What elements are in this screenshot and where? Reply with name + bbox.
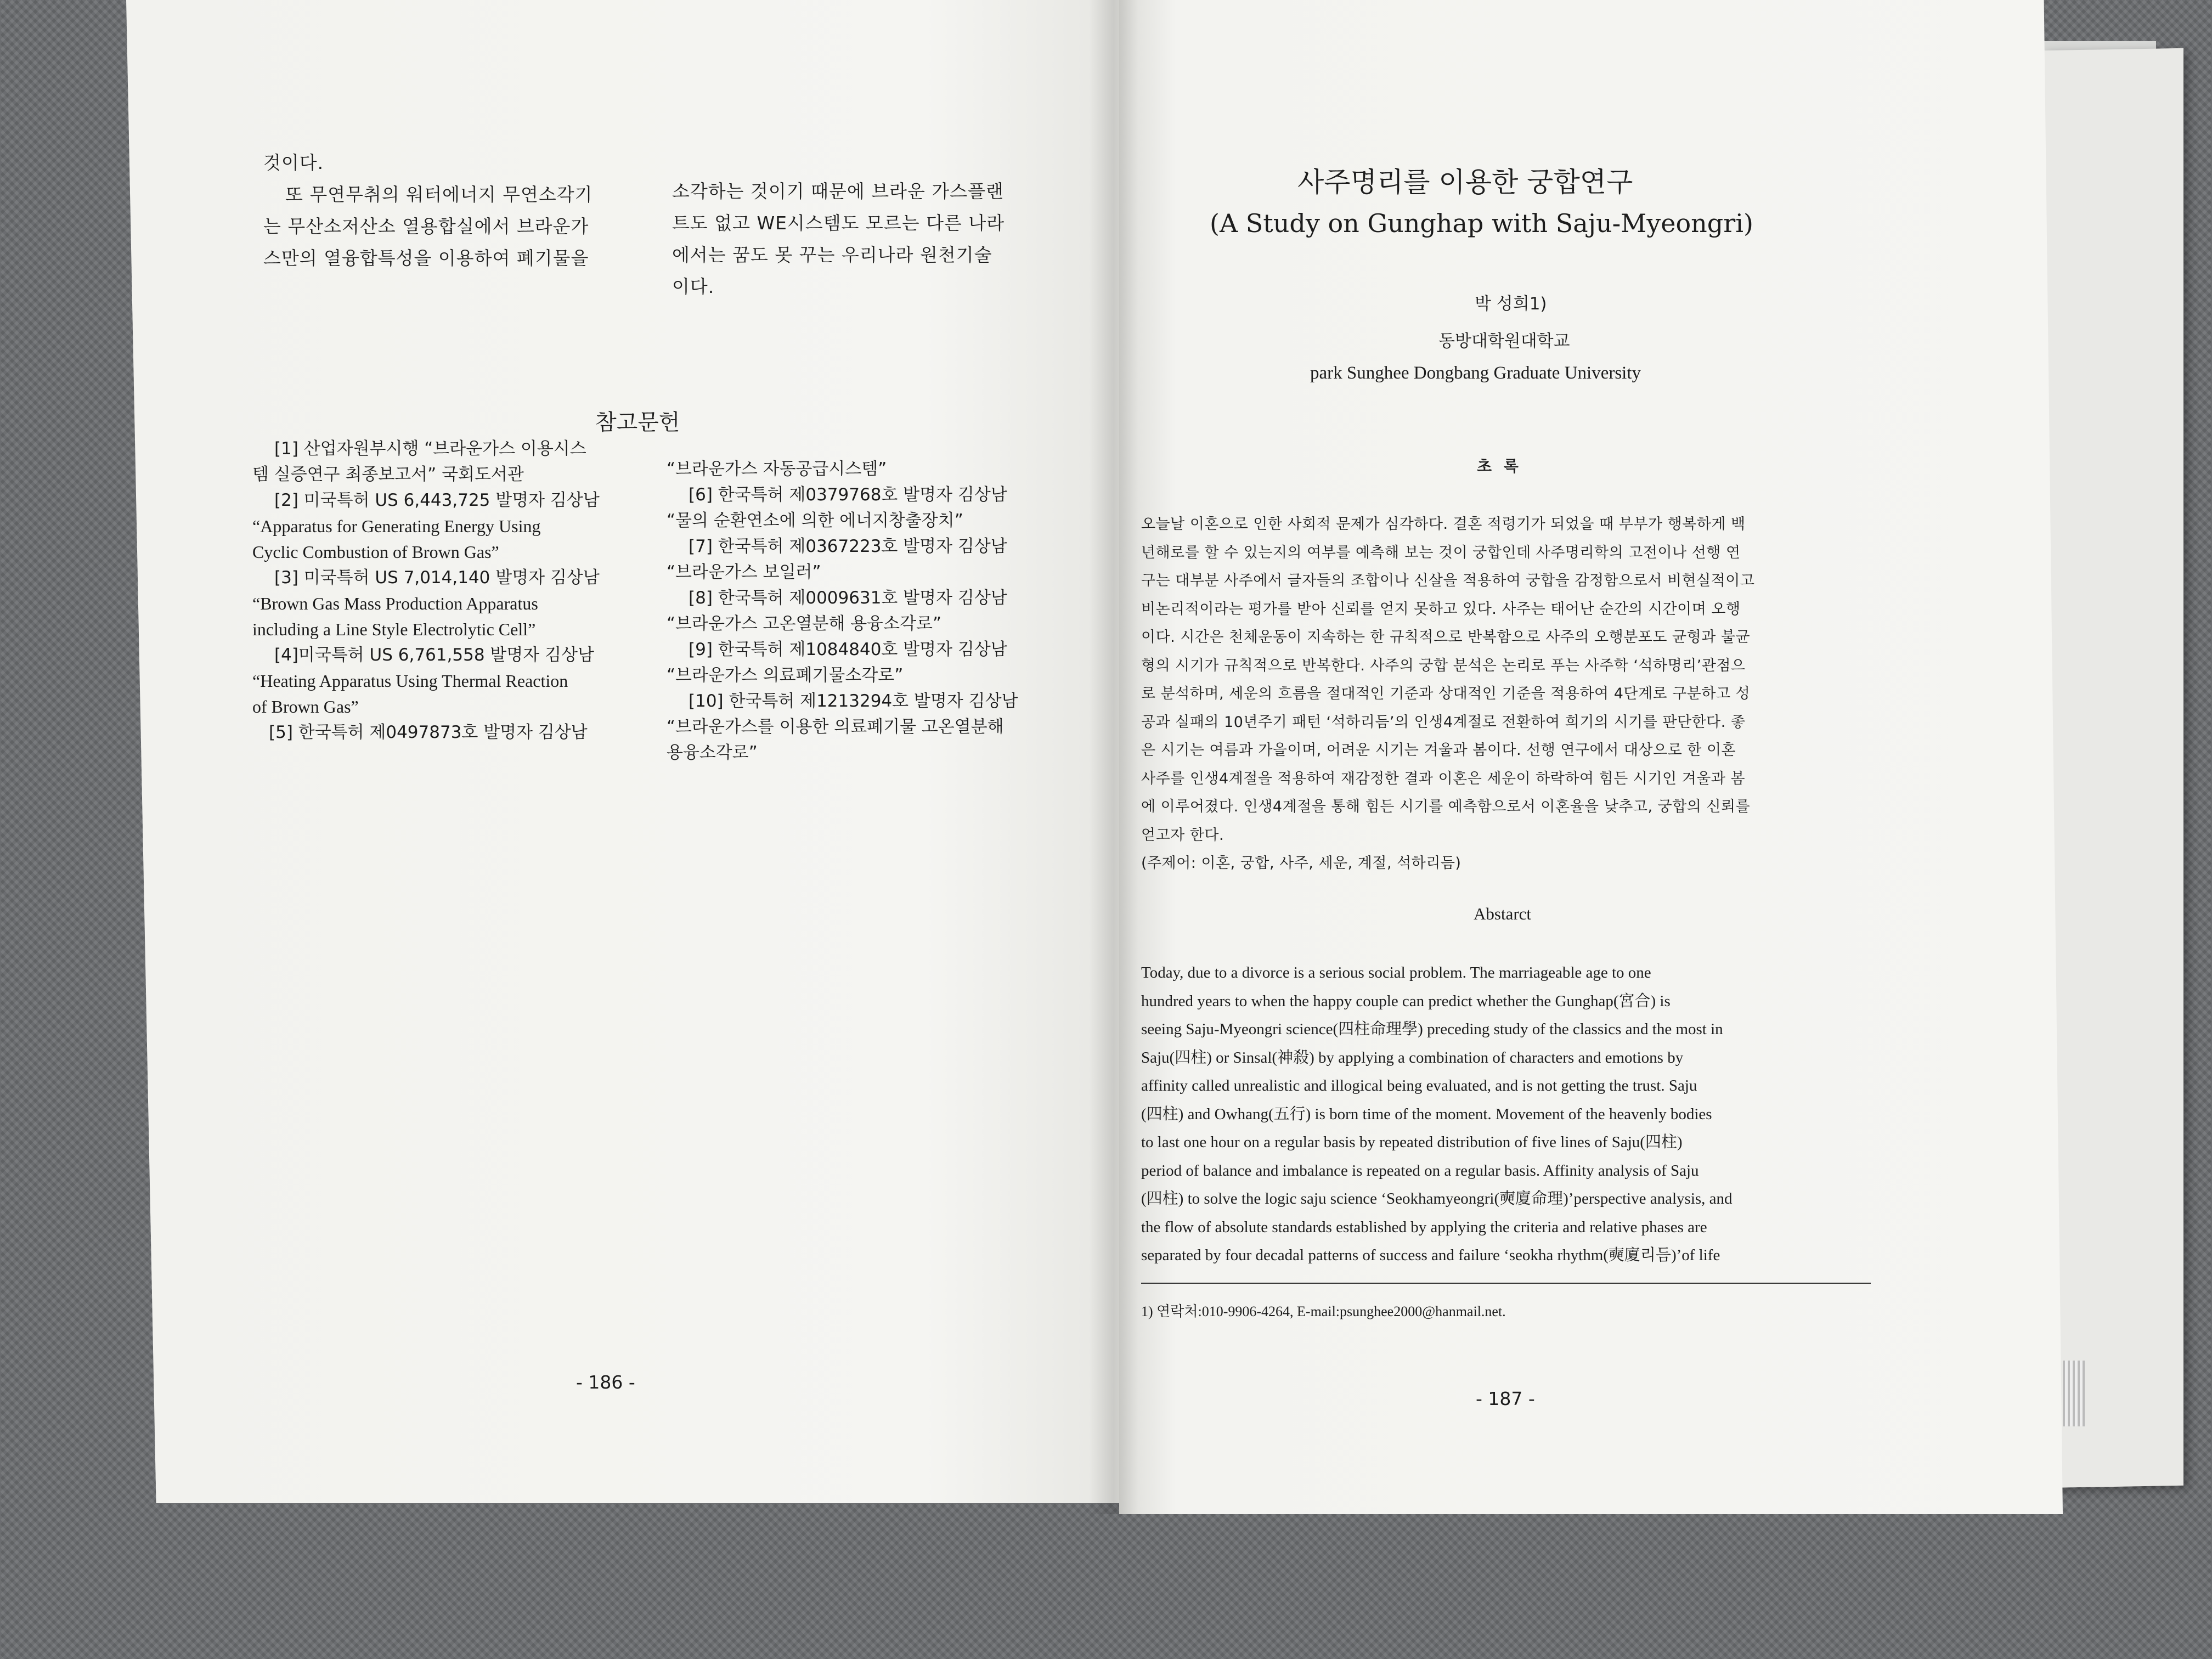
abstract-line: 비논리적이라는 평가를 받아 신뢰를 얻지 못하고 있다. 사주는 태어난 순간의 시간이며 오행: [1141, 600, 1741, 618]
abstract-line: to last one hour on a regular basis by repeated distribution of five lines of Saju(四柱): [1141, 1133, 1683, 1151]
reference-line: “브라운가스 보일러”: [667, 562, 821, 582]
reference-line: [9] 한국특허 제1084840호 발명자 김상남: [689, 640, 1007, 659]
abstract-line: hundred years to when the happy couple can predict whether the Gunghap(宮合) is: [1141, 992, 1671, 1010]
reference-line: “브라운가스 자동공급시스템”: [667, 459, 887, 479]
reference-line: [7] 한국특허 제0367223호 발명자 김상남: [689, 537, 1007, 556]
abstract-line: 이다. 시간은 천체운동이 지속하는 한 규칙적으로 반복함으로 사주의 오행분포도 균형과 불균: [1141, 629, 1751, 646]
reference-line: [3] 미국특허 US 7,014,140 발명자 김상남: [274, 568, 600, 588]
author-affiliation-en: park Sunghee Dongbang Graduate University: [1310, 363, 1641, 383]
footnote: 1) 연락처:010-9906-4264, E-mail:psunghee2000@hanmail.net.: [1141, 1304, 1506, 1319]
text-line: 소각하는 것이기 때문에 브라운 가스플랜: [672, 180, 1004, 202]
abstract-line: 공과 실패의 10년주기 패턴 ‘석하리듬’의 인생4계절로 전환하여 희기의 시기를 판단한다. 좋: [1141, 713, 1746, 731]
abstract-line: Saju(四柱) or Sinsal(神殺) by applying a combination of characters and emotions by: [1141, 1048, 1684, 1066]
reference-line: “브라운가스를 이용한 의료폐기물 고온열분해: [667, 717, 1004, 737]
abstract-line: Today, due to a divorce is a serious social problem. The marriageable age to one: [1141, 964, 1651, 981]
reference-line: [10] 한국특허 제1213294호 발명자 김상남: [689, 691, 1018, 711]
references-col2: [667, 456, 1051, 766]
left-intro-col1: [263, 147, 636, 274]
abstract-line: (四柱) and Owhang(五行) is born time of the moment. Movement of the heavenly bodies: [1141, 1105, 1712, 1123]
reference-line: “Heating Apparatus Using Thermal Reaction: [252, 671, 568, 691]
abstract-line: period of balance and imbalance is repeated on a regular basis. Affinity analysis of Saju: [1141, 1161, 1699, 1180]
page-edge-marks: [2063, 1361, 2085, 1426]
page-number-right: - 187 -: [1476, 1388, 1535, 1409]
reference-line: 용융소각로”: [667, 743, 758, 763]
abstract-line: 은 시기는 여름과 가을이며, 어려운 시기는 겨울과 봄이다. 선행 연구에서 대상으로 한 이혼: [1141, 742, 1736, 759]
affiliation-kr: 동방대학원대학교: [1438, 331, 1570, 351]
paper-subtitle: (A Study on Gunghap with Saju-Myeongri): [1210, 208, 1753, 238]
abstract-kr-heading: 초 록: [1477, 457, 1522, 475]
abstract-line: the flow of absolute standards established by applying the criteria and relative phases are: [1141, 1218, 1707, 1236]
references-col1: [252, 436, 625, 746]
abstract-line: 사주를 인생4계절을 적용하여 재감정한 결과 이혼은 세운이 하락하여 힘든 시기인 겨울과 봄: [1141, 770, 1746, 787]
reference-line: [4]미국특허 US 6,761,558 발명자 김상남: [274, 645, 594, 665]
reference-line: including a Line Style Electrolytic Cell”: [252, 619, 536, 639]
author-name-kr: 박 성희1): [1475, 294, 1547, 314]
abstract-line: 얻고자 한다.: [1141, 826, 1224, 844]
reference-line: Cyclic Combustion of Brown Gas”: [252, 542, 499, 562]
abstract-line: 오늘날 이혼으로 인한 사회적 문제가 심각하다. 결혼 적령기가 되었을 때 부부가 행복하게 백: [1141, 516, 1746, 533]
reference-line: of Brown Gas”: [252, 697, 359, 716]
reference-line: “Apparatus for Generating Energy Using: [252, 516, 541, 536]
references-heading: 참고문헌: [595, 410, 680, 435]
abstract-line: 구는 대부분 사주에서 글자들의 조합이나 신살을 적용하여 궁합을 감정함으로서 비현실적이고: [1141, 572, 1755, 589]
footnote-rule: [1141, 1283, 1871, 1284]
reference-line: [5] 한국특허 제0497873호 발명자 김상남: [269, 723, 588, 742]
text-line: 에서는 꿈도 못 꾸는 우리나라 원천기술: [672, 244, 992, 266]
text-line: 스만의 열융합특성을 이용하여 폐기물을: [263, 247, 589, 269]
abstract-line: 로 분석하며, 세운의 흐름을 절대적인 기준과 상대적인 기준을 적용하여 4단계로 구분하고 성: [1141, 685, 1751, 702]
abstract-line: (四柱) to solve the logic saju science ‘Seokhamyeongri(奭廈命理)’perspective analysis, and: [1141, 1190, 1733, 1207]
reference-line: [1] 산업자원부시행 “브라운가스 이용시스: [274, 439, 586, 459]
abstract-line: seeing Saju-Myeongri science(四柱命理學) preceding study of the classics and the most in: [1141, 1020, 1723, 1038]
reference-line: “Brown Gas Mass Production Apparatus: [252, 594, 538, 613]
reference-line: 템 실증연구 최종보고서” 국회도서관: [252, 465, 524, 484]
abstract-line: 년해로를 할 수 있는지의 여부를 예측해 보는 것이 궁합인데 사주명리학의 고전이나 선행 연: [1141, 544, 1741, 561]
reference-line: “브라운가스 고온열분해 용융소각로”: [667, 614, 942, 634]
abstract-en: [1141, 959, 1865, 1270]
text-line: 는 무산소저산소 열용합실에서 브라운가: [263, 216, 589, 237]
abstract-line: separated by four decadal patterns of success and failure ‘seokha rhythm(奭廈리듬)’of life: [1141, 1246, 1720, 1264]
abstract-line: affinity called unrealistic and illogical being evaluated, and is not getting the trust. Saju: [1141, 1077, 1697, 1094]
reference-line: [2] 미국특허 US 6,443,725 발명자 김상남: [274, 490, 600, 510]
paper-title: 사주명리를 이용한 궁합연구: [1297, 166, 1633, 198]
text-line: 또 무연무취의 워터에너지 무연소각기: [285, 184, 593, 205]
reference-line: “브라운가스 의료폐기물소각로”: [667, 665, 904, 685]
abstract-line: 형의 시기가 규칙적으로 반복한다. 사주의 궁합 분석은 논리로 푸는 사주학 ‘석하명리’관점으: [1141, 657, 1746, 674]
reference-line: [6] 한국특허 제0379768호 발명자 김상남: [689, 485, 1007, 505]
page-edges: [2041, 48, 2183, 1488]
book-gutter: [1089, 0, 1138, 1514]
text-line: 이다.: [672, 276, 715, 297]
abstract-line: 에 이루어졌다. 인생4계절을 통해 힘든 시기를 예측함으로서 이혼율을 낮추고, 궁합의 신뢰를: [1141, 798, 1751, 815]
reference-line: [8] 한국특허 제0009631호 발명자 김상남: [689, 588, 1007, 608]
left-intro-col2: [672, 176, 1045, 303]
abstract-en-heading: Abstarct: [1474, 904, 1532, 923]
abstract-kr: [1141, 510, 1871, 878]
page-number-left: - 186 -: [576, 1372, 635, 1393]
text-line: 트도 없고 WE시스템도 모르는 다른 나라: [672, 212, 1005, 234]
reference-line: “물의 순환연소에 의한 에너지창출장치”: [667, 511, 963, 531]
keywords-line: (주제어: 이혼, 궁합, 사주, 세운, 계절, 석하리듬): [1141, 855, 1462, 872]
text-line: 것이다.: [263, 152, 324, 173]
